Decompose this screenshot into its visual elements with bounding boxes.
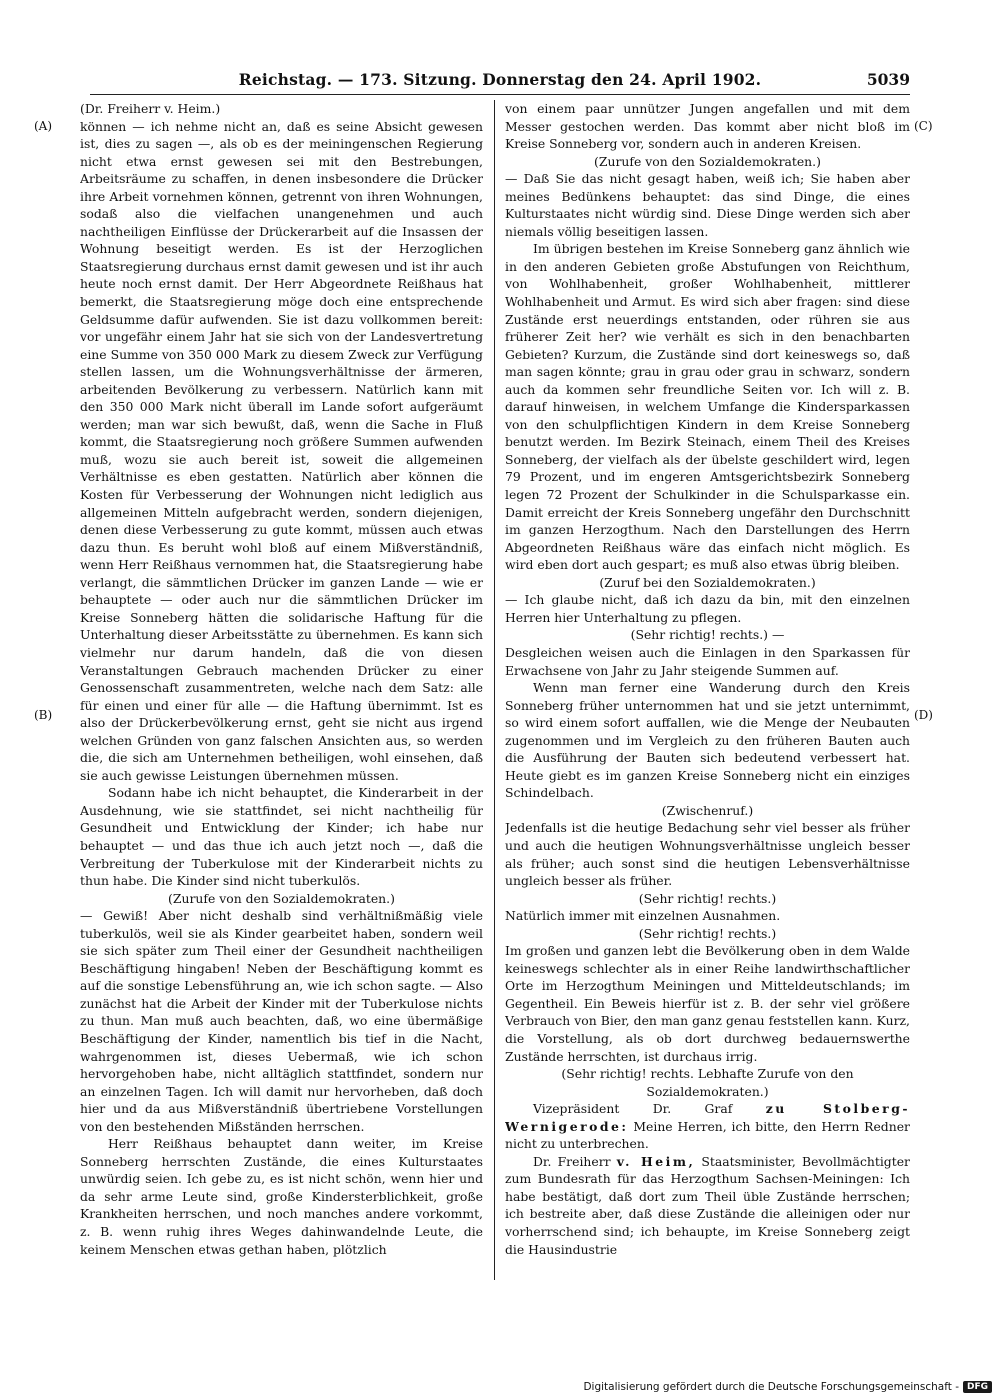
margin-marker-c: (C) — [914, 119, 933, 133]
paragraph: Desgleichen weisen auch die Einlagen in den Sparkassen für Erwachsene von Jahr zu Jahr steigende Summen auf. — [505, 644, 910, 678]
interjection: (Zuruf bei den Sozialdemokraten.) — [599, 574, 816, 590]
margin-marker-a: (A) — [34, 119, 53, 133]
dfg-logo-icon: DFG — [963, 1381, 992, 1393]
paragraph: Wenn man ferner eine Wanderung durch den Kreis Sonneberg früher unternommen hat und sie jetzt unternimmt, so wird einem sofort auffallen, wie die Menge der Neubauten zugenommen und im Vergleich zu den früheren Bauten auch die Ausführung der Bauten sich bedeutend verbessert hat. Heute giebt es im ganzen Kreise Sonneberg nicht ein einziges Schindelbach. — [505, 680, 910, 801]
interjection: Sozialdemokraten.) — [646, 1083, 769, 1099]
speaker-note: (Dr. Freiherr v. Heim.) — [80, 101, 221, 116]
speaker-paragraph — [505, 1100, 910, 1153]
interjection: (Sehr richtig! rechts.) — [638, 925, 777, 941]
speech-text: Meine Herren, ich bitte, den Herrn Redner nicht zu unterbrechen. — [505, 1118, 910, 1152]
right-column — [505, 100, 910, 1385]
page-header — [90, 70, 910, 95]
paragraph: Herr Reißhaus behauptet dann weiter, im Kreise Sonneberg herrschten Zustände, die eines Kulturstaates unwürdig seien. Ich gebe zu, es ist nicht schön, wenn hier und da sehr arme Leute sind, große Kindersterblichkeit, große Krankheiten herrschen, und noch manches andere vorkommt, z. B. wenn ruhig ihres Weges dahinwandelnde Leute, die keinem Menschen etwas gethan haben, plötzlich — [80, 1136, 483, 1257]
paragraph: Im übrigen bestehen im Kreise Sonneberg ganz ähnlich wie in den anderen Gebieten große Abstufungen von Reichthum, von Wohlhabenheit, großer Wohlhabenheit, mittlerer Wohlhabenheit und Armut. Es wird sich aber fragen: sind diese Zustände erst neuerdings entstanden, oder rühren sie aus früherer Zeit her? wie verhält es sich in den benachbarten Gebieten? Kurzum, die Zustände sind dort keineswegs so, daß man sagen könnte; grau in grau oder grau in schwarz, sondern auch da kommen sehr freundliche Seiten vor. Ich will z. B. darauf hinweisen, in welchem Umfange die Kindersparkassen von den schulpflichtigen Kindern in dem Kreise Sonneberg benutzt werden. Im Bezirk Steinach, einem Theil des Kreises Sonneberg, der vielfach als der übelste geschildert wird, legen 79 Prozent, und im engeren Amtsgerichtsbezirk Sonneberg legen 72 Prozent der Schulkinder in die Schulsparkasse ein. Damit erreicht der Kreis Sonneberg ungefähr den Durchschnitt im ganzen Herzogthum. Nach den Darstellungen des Herrn Abgeordneten Reißhaus wäre das einfach nicht möglich. Es wird eben dort auch gespart; es muß also etwas übrig bleiben. — [505, 241, 910, 573]
footer-text: Digitalisierung gefördert durch die Deutsche Forschungsgemeinschaft - — [583, 1381, 959, 1393]
speaker-paragraph — [505, 1153, 910, 1258]
paragraph: Jedenfalls ist die heutige Bedachung sehr viel besser als früher und auch die heutigen Wohnungsverhältnisse ungleich besser als früher; auch sonst sind die heutigen Lebensverhältnisse ungleich besser als früher. — [505, 820, 910, 889]
paragraph: Im großen und ganzen lebt die Bevölkerung oben in dem Walde keineswegs schlechter als in einer Reihe landwirthschaftlicher Orte im Herzogthum Meiningen und Mitteldeutschlands; im Gegentheil. Ein Beweis hierfür ist z. B. der sehr viel größere Verbrauch von Bier, den man ganz genau feststellen kann. Kurz, die Vorstellung, als ob dort durchweg bedauernswerthe Zustände herrschten, ist durchaus irrig. — [505, 943, 910, 1064]
interjection: (Zwischenruf.) — [661, 802, 754, 818]
margin-marker-b: (B) — [34, 708, 53, 722]
paragraph: — Ich glaube nicht, daß ich dazu da bin, mit den einzelnen Herren hier Unterhaltung zu pflegen. — [505, 592, 910, 625]
footer-credit — [583, 1381, 992, 1393]
speech-text: Staatsminister, Bevollmächtigter zum Bundesrath für das Herzogthum Sachsen-Meiningen: Ich habe bestätigt, daß dort zum Theil üble Zustände herrschen; ich bestreite aber, daß diese Zustände die alleinigen oder nur vorherrschend sind; ich behaupte, im Kreise Sonneberg zeigt die Hausindustrie — [505, 1153, 910, 1257]
page-number: 5039 — [866, 70, 910, 89]
interjection: (Sehr richtig! rechts.) — [638, 890, 777, 906]
speaker-name: v. Heim, — [616, 1153, 696, 1169]
speaker-name: zu Stolberg-Wernigerode: — [505, 1101, 910, 1134]
interjection: (Zurufe von den Sozialdemokraten.) — [168, 890, 395, 906]
paragraph: von einem paar unnützer Jungen angefallen und mit dem Messer gestochen werden. Das kommt aber nicht bloß im Kreise Sonneberg vor, sondern auch in anderen Kreisen. — [505, 101, 910, 152]
speaker-role: Dr. Freiherr — [533, 1153, 611, 1169]
paragraph: — Daß Sie das nicht gesagt haben, weiß ich; Sie haben aber meines Bedünkens behauptet: das sind Dinge, die eines Kulturstaates nicht würdig sind. Diese Dinge werden sich aber niemals völlig beseitigen lassen. — [505, 171, 910, 239]
paragraph: — Gewiß! Aber nicht deshalb sind verhältnißmäßig viele tuberkulös, weil sie als Kinder gearbeitet haben, sondern weil sie sich später zum Theil einer der Gesundheit nachtheiligen Beschäftigung hingaben! Neben der Beschäftigung kommt es auf die sonstige Lebensführung an, wie ich schon sagte. — Also zunächst hat die Arbeit der Kinder mit der Tuberkulose nichts zu thun. Man muß auch beachten, daß, wo eine übermäßige Beschäftigung der Kinder, namentlich bis tief in die Nacht, wahrgenommen ist, dieses Uebermaß, wie ich schon hervorgehoben habe, nicht alltäglich stattfindet, sondern nur an einzelnen Tagen. Ich will damit nur hervorheben, daß doch hier und da aus Mißverständniß übertriebene Vorstellungen von den bestehenden Mißständen herrschen. — [80, 908, 483, 1134]
paragraph: Natürlich immer mit einzelnen Ausnahmen. — [505, 908, 781, 924]
speaker-role: Vizepräsident Dr. Graf — [533, 1101, 733, 1117]
paragraph: können — ich nehme nicht an, daß es seine Absicht gewesen ist, dies zu sagen —, als ob es der meiningenschen Regierung nicht etwa ernst gewesen sei mit den Bestrebungen, Arbeitsräume zu schaffen, in denen insbesondere die Drücker ihre Arbeit vornehmen können, getrennt von ihren Wohnungen, sodaß also die vielfachen unangenehmen und auch nachtheiligen Einflüsse der Drückerarbeit auf die Insassen der Wohnung beseitigt werden. Es ist der Herzoglichen Staatsregierung durchaus ernst damit gewesen und ist ihr auch heute noch ernst damit. Der Herr Abgeordnete Reißhaus hat bemerkt, die Staatsregierung möge doch eine entsprechende Geldsumme dafür aufwenden. Sie ist dazu vollkommen bereit: vor ungefähr einem Jahr hat sie sich von der Landesvertretung eine Summe von 350 000 Mark zu diesem Zweck zur Verfügung stellen lassen, um die Wohnungsverhältnisse der ärmeren, arbeitenden Bevölkerung zu verbessern. Natürlich kann mit den 350 000 Mark nicht überall im Lande sofort aufgeräumt werden; man war sich bewußt, daß, wenn die Sache in Fluß kommt, die Staatsregierung noch größere Summen aufwenden muß, wozu sie auch bereit ist, soweit die allgemeinen Verhältnisse es eben gestatten. Natürlich aber können die Kosten für Verbesserung der Wohnungen nicht lediglich aus allgemeinen Mitteln aufgebracht werden, sondern diejenigen, denen diese Verbesserung zu gute kommt, müssen auch etwas dazu thun. Es beruht wohl bloß auf einem Mißverständniß, wenn Herr Reißhaus vernommen hat, die Staatsregierung habe verlangt, die sämmtlichen Drücker im ganzen Lande — wie er behauptete — oder auch nur die sämmtlichen Drücker im Kreise Sonneberg hätten die solidarische Haftung für die Unterhaltung dieser Arbeitsstätte zu übernehmen. Es kann sich vielmehr nur darum handeln, daß die von diesen Veranstaltungen Gebrauch machenden Drücker zu einer Genossenschaft zusammentreten, welche nach dem Satz: alle für einen und einer für alle — die Haftung übernimmt. Ist es also der Drückerbevölkerung ernst, geht sie nicht aus irgend welchen Gründen von ganz falschen Ansichten aus, so werden die, die sich am Unternehmen betheiligen, wohl einsehen, daß sie auch gewisse Leistungen übernehmen müssen. — [80, 118, 483, 783]
header-title: Reichstag. — 173. Sitzung. Donnerstag den 24. April 1902. — [238, 70, 762, 89]
margin-marker-d: (D) — [914, 708, 933, 722]
left-column — [80, 100, 483, 1385]
interjection: (Zurufe von den Sozialdemokraten.) — [594, 153, 821, 169]
paragraph: Sodann habe ich nicht behauptet, die Kinderarbeit in der Ausdehnung, wie sie stattfindet, sei nicht nachtheilig für Gesundheit und Entwicklung der Kinder; ich habe nur behauptet — und das thue ich auch jetzt noch —, daß die Verbreitung der Tuberkulose mit der Kinderarbeit nichts zu thun habe. Die Kinder sind nicht tuberkulös. — [80, 785, 483, 889]
column-divider — [494, 100, 495, 1280]
interjection: (Sehr richtig! rechts. Lebhafte Zurufe von den — [561, 1066, 854, 1082]
interjection: (Sehr richtig! rechts.) — — [630, 627, 785, 643]
